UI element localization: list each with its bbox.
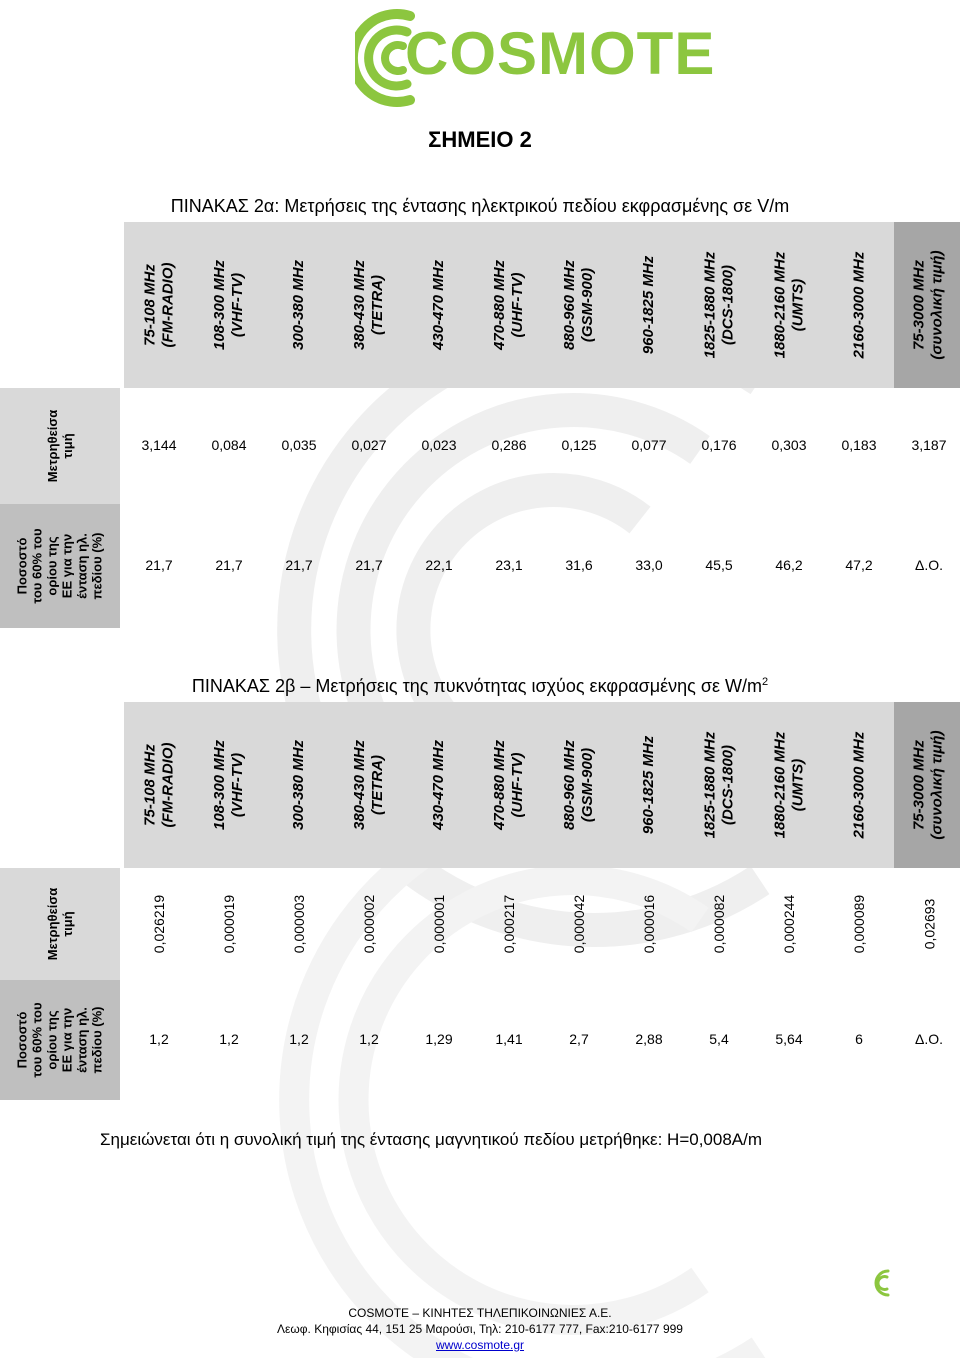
table_a-band-label [491,260,527,350]
table_b-band-header [754,702,824,868]
table_a-percent-cell: Δ.Ο. [914,557,944,573]
footer-website-link[interactable]: www.cosmote.gr [435,1338,525,1352]
point-title: ΣΗΜΕΙΟ 2 [428,127,532,152]
table_a-band-label [701,252,737,359]
table_a-row2-label-line: ορίου της [44,536,60,596]
measured-value-text: 0,000002 [361,894,377,954]
table_b-band-line: (GSM-900) [579,747,597,823]
table_a-measured-cell: 0,303 [771,437,807,453]
table_b-band-label [561,740,597,830]
table_b-band-header [824,702,894,868]
table_b-row2-label-line: ένταση ηλ. [74,1007,90,1073]
table_a-percent-cell: 46,2 [775,557,803,573]
table_a-row2-label-line: Ποσοστό [14,537,30,595]
table_a-band-line: 1825-1880 MHz [701,251,719,359]
measured-value-text: 0,000217 [501,894,517,954]
measured-value-text: 0,000042 [571,894,587,954]
table_b-percent-cell: 2,7 [569,1031,589,1047]
table_b-band-header [474,702,544,868]
brand-name: COSMOTE [405,20,716,87]
table_b-band-line: 1825-1880 MHz [701,731,719,839]
table_a-percent-cell: 22,1 [425,557,453,573]
table-a-row-label-measured [0,388,120,504]
table_b-band-label [141,743,177,828]
table_b-percent-cell: 1,29 [425,1031,453,1047]
table_b-measured-cell [334,868,404,980]
footer-address: Λεωφ. Κηφισίας 44, 151 25 Μαρούσι, Τηλ: 210-6177 777, Fax:210-6177 999 [277,1322,683,1336]
table_a-band-header [684,222,754,388]
table_a-band-label [850,252,868,359]
table_b-measured-cell [614,868,684,980]
table_a-band-line: (UMTS) [789,278,807,332]
table_b-band-line: 1880-2160 MHz [771,731,789,839]
table_a-measured-cell: 3,144 [141,437,177,453]
table_a-percent-cell: 47,2 [845,557,873,573]
table_a-measured-cell: 0,023 [421,437,457,453]
table_b-band-line: (UHF-TV) [509,752,527,818]
table_a-band-line: 1880-2160 MHz [771,251,789,359]
table_b-band-label [640,736,658,834]
table_b-band-line: (συνολική τιμή) [929,730,946,840]
table_b-band-line: (DCS-1800) [719,744,737,826]
table_a-band-line: 2160-3000 MHz [850,251,868,359]
table_a-band-line: (DCS-1800) [719,264,737,346]
table_a-band-line: 470-880 MHz [491,259,509,351]
measured-value-text: 0,000001 [431,894,447,954]
table_a-band-label [351,260,387,350]
table-b-row-label-measured [0,868,120,980]
table_a-percent-cell: 45,5 [705,557,733,573]
table_b-band-line: 108-300 MHz [211,739,229,831]
table_b-percent-cell: 2,88 [635,1031,663,1047]
table_a-band-label [211,260,247,350]
table_a-band-label [911,250,947,359]
table_a-band-line: (συνολική τιμή) [929,250,946,360]
table_a-measured-cell: 0,084 [211,437,247,453]
table_a-percent-cell: 21,7 [145,557,173,573]
table_a-percent-cell: 33,0 [635,557,663,573]
table_b-band-line: 75-108 MHz [141,744,159,826]
table_a-measured-cell: 3,187 [911,437,947,453]
table_b-band-line: 380-430 MHz [351,739,369,831]
table_a-band-line: 380-430 MHz [351,259,369,351]
table_a-band-header [334,222,404,388]
table_b-measured-cell [124,868,194,980]
table_b-measured-cell [544,868,614,980]
table_a-band-header [824,222,894,388]
table_b-band-line: (TETRA) [369,755,387,816]
table_b-percent-cell: Δ.Ο. [914,1031,944,1047]
table_a-band-header [894,222,960,388]
table-a-row-label-percent [0,504,120,628]
table_b-band-header [544,702,614,868]
table_a-band-line: 75-108 MHz [141,264,159,346]
table_b-band-header [124,702,194,868]
table_a-band-label [561,260,597,350]
measured-value-text: 0,000016 [641,894,657,954]
table_a-measured-cell: 0,027 [351,437,387,453]
table_a-band-label [290,260,308,350]
table_b-band-label [290,740,308,830]
table_a-row2-label-line: ένταση ηλ. [74,533,90,599]
table_a-measured-cell: 0,183 [841,437,877,453]
table_a-percent-cell: 21,7 [285,557,313,573]
table_b-measured-cell [754,868,824,980]
table_b-percent-cell: 1,2 [219,1031,239,1047]
table_b-row1-label-line: τιμή [59,911,75,937]
measured-value-text: 0,000082 [711,894,727,954]
table_a-band-line: 880-960 MHz [561,259,579,351]
table_a-row2-label-line: πεδίου (%) [89,532,105,600]
table_b-band-line: 300-380 MHz [290,739,308,831]
footer-company: COSMOTE – ΚΙΝΗΤΕΣ ΤΗΛΕΠΙΚΟΙΝΩΝΙΕΣ Α.Ε. [348,1306,612,1320]
table_b-row2-label-line: ΕΕ για την [59,1007,75,1073]
table_b-percent-cell: 5,64 [775,1031,803,1047]
table_a-band-header [194,222,264,388]
table_b-band-header [404,702,474,868]
table_b-measured-cell [894,868,960,980]
table_b-band-line: (UMTS) [789,758,807,812]
table_a-band-header [264,222,334,388]
table_a-row1-label-line: Μετρηθείσα [44,409,60,483]
table_b-band-label [211,740,247,830]
table_a-measured-cell: 0,176 [701,437,737,453]
table_a-band-header [124,222,194,388]
table_b-row1-label-line: Μετρηθείσα [44,887,60,961]
table_a-band-line: (GSM-900) [579,267,597,343]
table_b-percent-cell: 6 [855,1031,863,1047]
table_b-band-label [771,732,807,839]
table_a-band-header [754,222,824,388]
table_b-percent-cell: 1,2 [289,1031,309,1047]
table_b-band-line: (VHF-TV) [229,752,247,818]
table_b-band-header [264,702,334,868]
table_b-row2-label-line: ορίου της [44,1010,60,1070]
table-a-title: ΠΙΝΑΚΑΣ 2α: Μετρήσεις της έντασης ηλεκτρικού πεδίου εκφρασμένης σε V/m [170,196,790,216]
table_b-row2-label-line: πεδίου (%) [89,1006,105,1074]
table_a-band-line: (FM-RADIO) [159,262,177,348]
table_a-measured-cell: 0,125 [561,437,597,453]
table_b-band-line: 470-880 MHz [491,739,509,831]
table_b-percent-cell: 5,4 [709,1031,729,1047]
table_a-band-line: (UHF-TV) [509,272,527,338]
table_a-band-line: 108-300 MHz [211,259,229,351]
table_a-band-line: 960-1825 MHz [640,255,658,355]
table_a-band-label [771,252,807,359]
table_b-measured-cell [264,868,334,980]
table_a-band-label [640,256,658,354]
table_a-band-header [404,222,474,388]
table_b-band-label [850,732,868,839]
measured-value-text: 0,000019 [221,894,237,954]
table_b-band-label [701,732,737,839]
table_a-band-line: 430-470 MHz [430,259,448,351]
table_a-band-label [430,260,448,350]
table_b-percent-cell: 1,41 [495,1031,523,1047]
table_b-percent-cell: 1,2 [149,1031,169,1047]
cosmote-small-logo-icon [870,1268,900,1298]
measured-value-text: 0,000003 [291,894,307,954]
table_a-measured-cell: 0,035 [281,437,317,453]
footer [0,1305,960,1353]
table_b-band-line: 880-960 MHz [561,739,579,831]
table_a-band-line: 75-3000 MHz [911,259,928,351]
measured-value-text: 0,000089 [851,894,867,954]
table_b-measured-cell [404,868,474,980]
table_a-percent-cell: 21,7 [355,557,383,573]
measured-value-text: 0,000244 [781,894,797,954]
table_b-measured-cell [824,868,894,980]
table_b-band-label [491,740,527,830]
table_b-band-line: 960-1825 MHz [640,735,658,835]
table_b-band-label [351,740,387,830]
table-b-row-label-percent [0,980,120,1100]
table_b-measured-cell [684,868,754,980]
table-b-title-text: ΠΙΝΑΚΑΣ 2β – Μετρήσεις της πυκνότητας ισχύος εκφρασμένης σε W/m [191,676,762,696]
table_b-band-line: 430-470 MHz [430,739,448,831]
table_a-measured-cell: 0,077 [631,437,667,453]
table-b-title-sup: 2 [761,676,769,688]
magnetic-field-note: Σημειώνεται ότι η συνολική τιμή της έντασης μαγνητικού πεδίου μετρήθηκε: Η=0,008A/m [100,1130,763,1149]
table_a-band-header [474,222,544,388]
table_b-measured-cell [474,868,544,980]
table_b-band-header [194,702,264,868]
table_a-percent-cell: 31,6 [565,557,593,573]
table_a-row2-label-line: ΕΕ για την [59,533,75,599]
table_a-measured-cell: 0,286 [491,437,527,453]
table_a-band-header [614,222,684,388]
measured-value-text: 0,026219 [151,894,167,954]
table_b-band-line: (FM-RADIO) [159,742,177,828]
table_a-band-label [141,263,177,348]
table_b-band-header [894,702,960,868]
table_b-row2-label-line: του 60% του [29,1002,45,1078]
table_b-band-header [334,702,404,868]
measured-value-text: 0,02693 [920,898,937,950]
table_b-row2-label-line: Ποσοστό [14,1011,30,1069]
table_a-band-line: (TETRA) [369,275,387,336]
table_b-percent-cell: 1,2 [359,1031,379,1047]
table_a-row1-label-line: τιμή [59,433,75,459]
table_a-percent-cell: 23,1 [495,557,523,573]
table-b-title [0,676,960,697]
table_b-band-header [614,702,684,868]
table_a-band-line: 300-380 MHz [290,259,308,351]
table_b-band-label [911,730,947,839]
table_b-band-line: 2160-3000 MHz [850,731,868,839]
table_a-band-line: (VHF-TV) [229,272,247,338]
table_a-band-header [544,222,614,388]
table_a-row2-label-line: του 60% του [29,528,45,604]
table_b-band-label [430,740,448,830]
table_b-band-line: 75-3000 MHz [911,739,928,831]
table_b-band-header [684,702,754,868]
table_a-percent-cell: 21,7 [215,557,243,573]
table_b-measured-cell [194,868,264,980]
